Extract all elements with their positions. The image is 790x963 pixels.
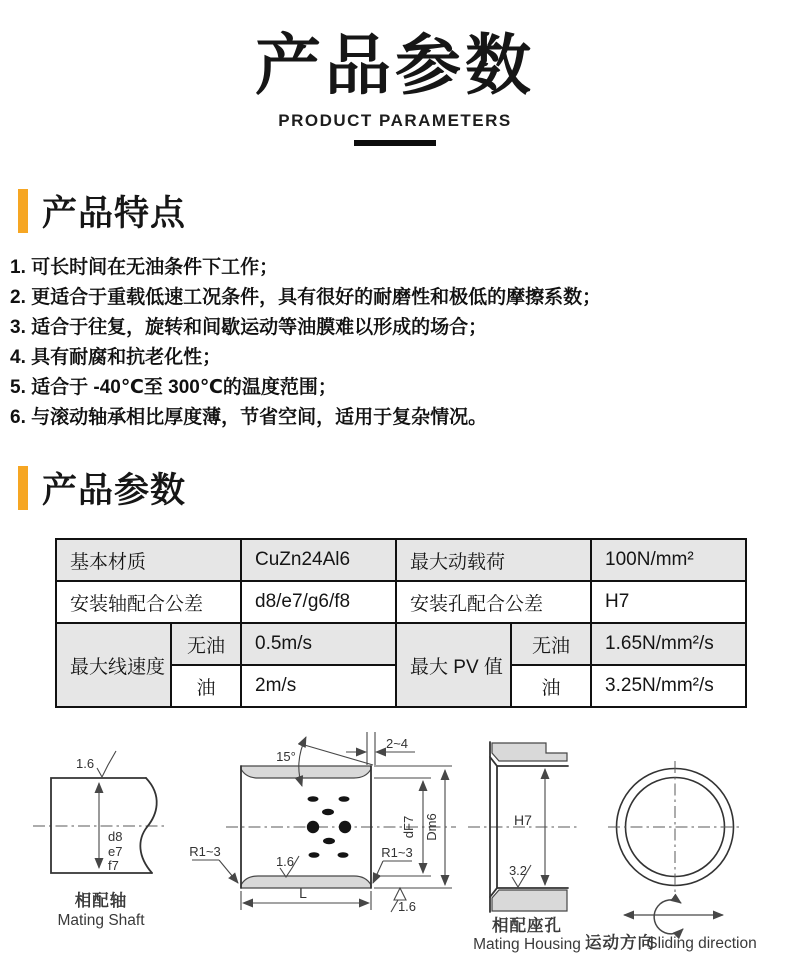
- housing-top-block: [492, 743, 567, 761]
- parameters-section-heading: [18, 463, 186, 513]
- radius-left-value: R1~3: [189, 844, 221, 859]
- housing-caption-en: Mating Housing: [473, 936, 581, 953]
- features-heading-text: 产品特点: [42, 194, 187, 233]
- housing-roughness-value: 3.2: [508, 863, 528, 878]
- cell-oilfree-label: 无油: [171, 623, 241, 665]
- chamfer-angle-line: [301, 744, 373, 765]
- feature-item-6: 6. 与滚动轴承相比厚度薄，节省空间，适用于复杂情况。: [10, 407, 488, 428]
- feature-item-5: 5. 适合于 -40℃至 300℃的温度范围；: [10, 377, 337, 398]
- front-view-drawing: [585, 761, 757, 952]
- cell-pv-oilfree-value: 1.65N/mm²/s: [591, 623, 746, 665]
- bushing-section-drawing: [189, 732, 456, 914]
- cell-hole-tolerance-label: 安装孔配合公差: [396, 581, 591, 623]
- housing-bottom-block: [492, 890, 567, 911]
- oil-pocket: [322, 809, 334, 815]
- cell-material-label: 基本材质: [56, 539, 241, 581]
- direction-caption-en: Sliding direction: [647, 935, 757, 952]
- title-underline: [354, 140, 436, 146]
- feature-item-2: 2. 更适合于重载低速工况条件，具有很好的耐磨性和极低的摩擦系数；: [10, 287, 602, 308]
- length-label: L: [299, 885, 307, 901]
- page-subtitle: PRODUCT PARAMETERS: [278, 111, 512, 130]
- table-row: [56, 623, 746, 665]
- mating-housing-drawing: [468, 742, 581, 953]
- cell-hole-tolerance-value: H7: [591, 581, 746, 623]
- flange-ext-lines: [367, 732, 375, 765]
- accent-bar: [18, 189, 28, 233]
- cell-max-load-value: 100N/mm²: [591, 539, 746, 581]
- features-section-heading: [18, 186, 186, 236]
- bore-roughness-value: 1.6: [275, 854, 295, 869]
- table-row: [56, 581, 746, 623]
- rotation-arrow-icon: [654, 900, 683, 934]
- page-title: 产品参数: [255, 28, 535, 102]
- table-row: [56, 539, 746, 581]
- general-roughness-slash: [391, 900, 398, 912]
- technical-drawings: [0, 720, 790, 963]
- parameters-table: [55, 538, 747, 708]
- cell-pv-oil-label: 油: [511, 665, 591, 707]
- cell-max-load-label: 最大动载荷: [396, 539, 591, 581]
- oil-pocket: [308, 796, 319, 802]
- oil-pocket: [338, 852, 349, 858]
- outer-dia-label: Dm6: [424, 813, 439, 841]
- cell-pv-oil-value: 3.25N/mm²/s: [591, 665, 746, 707]
- accent-bar: [18, 466, 28, 510]
- oil-pocket: [309, 852, 320, 858]
- shaft-roughness-value: 1.6: [76, 756, 95, 771]
- shaft-tolerance-e7: e7: [108, 844, 123, 859]
- feature-item-1: 1. 可长时间在无油条件下工作；: [10, 257, 279, 278]
- cell-max-pv-label: 最大 PV 值: [396, 623, 511, 707]
- cell-pv-oilfree-label: 无油: [511, 623, 591, 665]
- cell-shaft-tolerance-label: 安装轴配合公差: [56, 581, 241, 623]
- feature-item-4: 4. 具有耐腐和抗老化性；: [10, 347, 222, 368]
- shaft-caption-zh: 相配轴: [74, 892, 128, 910]
- flange-width-value: 2~4: [385, 736, 409, 751]
- cell-oil-label: 油: [171, 665, 241, 707]
- roughness-symbol: [97, 751, 116, 777]
- radius-right-value: R1~3: [381, 845, 413, 860]
- oil-pocket: [323, 838, 335, 844]
- radius-left-leader: [219, 860, 238, 883]
- parameters-heading-text: 产品参数: [42, 471, 187, 510]
- direction-caption-zh: 运动方向: [585, 934, 655, 952]
- cell-shaft-tolerance-value: d8/e7/g6/f8: [241, 581, 396, 623]
- general-roughness-value: 1.6: [397, 899, 417, 914]
- feature-list: [10, 253, 780, 433]
- oil-pocket: [307, 821, 319, 833]
- bore-tolerance-value: H7: [514, 812, 532, 828]
- shaft-tolerance-f7: f7: [108, 858, 119, 873]
- title-block: [0, 26, 790, 146]
- mating-shaft-drawing: [33, 751, 168, 929]
- chamfer-angle-arc: [299, 737, 306, 786]
- cell-speed-oil-value: 2m/s: [241, 665, 396, 707]
- bushing-top-flange: [241, 766, 371, 778]
- feature-item-3: 3. 适合于往复，旋转和间歇运动等油膜难以形成的场合；: [10, 317, 488, 338]
- cell-material-value: CuZn24Al6: [241, 539, 396, 581]
- oil-pocket: [339, 821, 351, 833]
- cell-speed-oilfree-value: 0.5m/s: [241, 623, 396, 665]
- shaft-caption-en: Mating Shaft: [57, 912, 145, 929]
- housing-caption-zh: 相配座孔: [492, 917, 562, 935]
- cell-max-speed-label: 最大线速度: [56, 623, 171, 707]
- inner-dia-label: dF7: [401, 815, 416, 839]
- crosshair-centerlines: [608, 761, 742, 894]
- shaft-tolerance-d8: d8: [108, 829, 123, 844]
- oil-pocket: [339, 796, 350, 802]
- chamfer-angle-value: 15°: [276, 749, 296, 764]
- radius-right-leader: [373, 861, 383, 883]
